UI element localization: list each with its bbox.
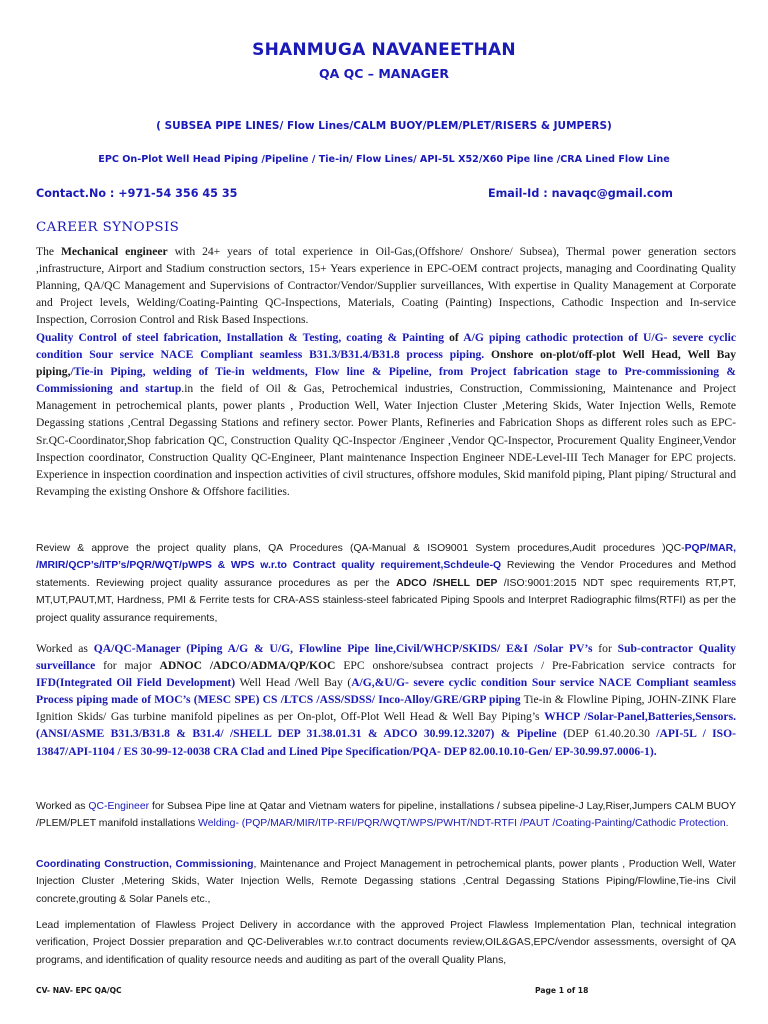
worked-as-qc-engineer-paragraph: Worked as QC-Engineer for Subsea Pipe line at Qatar and Vietnam waters for pipeline, installations / subsea pipeline-J Lay,Riser,Jumpers CALM BUOY /PLEM/PLET manifold installations Welding- (PQP/MAR/MIR/ITP-RFI/PQR/WQT/WPS/PWHT/NDT-RTFI /PAUT /Coating-Painting/Cathodic Protection. [36,801,736,830]
candidate-name: SHANMUGA NAVANEETHAN [252,40,516,60]
career-synopsis-heading: CAREER SYNOPSIS [36,220,180,235]
review-paragraph: Review & approve the project quality plans, QA Procedures (QA-Manual & ISO9001 System procedures,Audit procedures )QC-PQP/MAR, /MRIR/QCP’s/ITP’s/PQR/WQT/pWPS & WPS w.r.to Contract quality requirement,Schdeule-Q Reviewing the Vendor Procedures and Method statements. Reviewing project quality assurance procedures as per the ADCO /SHELL DEP /ISO:9001:2015 NDT spec requirements RT,PT, MT,UT,PAUT,MT, Hardness, PMI & Ferrite tests for CRA-ASS stainless-steel fabricated Piping Spools and Interpret Radiographic films(RTFI) as per the project quality assurance requirements, [36,543,737,624]
contact-number: Contact.No : +971-54 356 45 35 [36,187,238,200]
scope-line: ( SUBSEA PIPE LINES/ Flow Lines/CALM BUOY/PLEM/PLET/RISERS & JUMPERS) [156,120,612,132]
synopsis-paragraph: The Mechanical engineer with 24+ years of total experience in Oil-Gas,(Offshore/ Onshore/ Subsea), Thermal power generation sectors ,infrastructure, Airport and Stadium construction sectors, 15+ Years experience in EPC-OEM contract projects, managing and Coordinating Quality Planning, QA/QC Management and Supervisions of Contractor/Vendor/Supplier surveillances, With expertise in Quality Management at Corporate and Project levels, Welding/Coating-Painting QC-Inspections, Materials, Coating (Painting) Inspections, Cathodic Inspection and In-service Inspection, Corrosion Control and Risk Based Inspections. [36,245,736,327]
quality-control-paragraph: Quality Control of steel fabrication, Installation & Testing, coating & Painting of A/G piping cathodic protection of U/G- severe cyclic condition Sour service NACE Compliant seamless B31.3/B31.4/B31.8 process piping. Onshore on-plot/off-plot Well Head, Well Bay piping,/Tie-in Piping, welding of Tie-in weldments, Flow line & Pipeline, from Project fabrication stage to Pre-commissioning & Commissioning and startup.in the field of Oil & Gas, Petrochemical industries, Construction, Commissioning, Maintenance and Project Management in petrochemical plants, power plants , Production Well, Water Injection Cluster ,Metering Skids, Water Injection Wells, Remote Degassing stations ,Central Degassing Stations and refinery sector. Power Plants, Refineries and Fabrication Shops as different roles such as EPC-Sr.QC-Coordinator,Shop fabrication QC, Construction Quality QC-Inspector /Engineer ,Vendor QC-Inspector, Procurement Quality Engineer,Vendor Inspection coordinator, Construction Quality QC-Engineer, Plant maintenance Inspection Engineer NDE-Level-III Tech Manager for EPC projects. Experience in inspection coordination and inspection activities of civil structures, offshore modules, Skid manifold piping, Plant piping/ Structural and Revamping the existing Onshore & Offshore facilities. [36,331,737,498]
candidate-role: QA QC – MANAGER [318,66,450,81]
footer-page-number: Page 1 of 18 [535,986,589,995]
email-id: Email-Id : navaqc@gmail.com [488,187,673,200]
lead-implementation-paragraph: Lead implementation of Flawless Project Delivery in accordance with the approved Project Flawless Implementation Plan, technical integration verification, Project Dossier preparation and QC-Deliverables w.r.to contract documents review,OIL&GAS,EPC/vendor assessments, oversight of QA programs, and identification of quality resource needs and auditing as part of the overall Quality Plans, [36,920,736,966]
worked-as-manager-paragraph: Worked as QA/QC-Manager (Piping A/G & U/G, Flowline Pipe line,Civil/WHCP/SKIDS/ E&I /Solar PV’s for Sub-contractor Quality surveillance for major ADNOC /ADCO/ADMA/QP/KOC EPC onshore/subsea contract projects / Pre-Fabrication service contracts for IFD(Integrated Oil Field Development) Well Head /Well Bay (A/G,&U/G- severe cyclic condition Sour service NACE Compliant seamless Process piping made of MOC’s (MESC SPE) CS /LTCS /ASS/SDSS/ Inco-Alloy/GRE/GRP piping Tie-in & Flowline Piping, JOHN-ZINK Flare Ignition Skids/ Gas turbine manifold pipelines as per On-plot, Off-Plot Well Head & Well Bay Piping’s WHCP /Solar-Panel,Batteries,Sensors. (ANSI/ASME B31.3/B31.8 & B31.4/ /SHELL DEP 31.38.01.31 & ADCO 30.99.12.3207) & Pipeline (DEP 61.40.20.30 /API-5L / ISO-13847/API-1104 / ES 30-99-12-0038 CRA Clad and Lined Pipe Specification/PQA- DEP 82.00.10.10-Gen/ EP-30.99.97.0006-1). [36,642,737,758]
footer-document-id: CV- NAV- EPC QA/QC [36,986,122,995]
coordinating-paragraph: Coordinating Construction, Commissioning, Maintenance and Project Management in petrochemical plants, power plants , Production Well, Water Injection Cluster ,Metering Skids, Water Injection Wells, Remote Degassing stations ,Central Degassing Stations Piping/Flowline,Tie-ins Civil concrete,grouting & Solar Panels etc., [36,859,736,905]
epc-line: EPC On-Plot Well Head Piping /Pipeline / Tie-in/ Flow Lines/ API-5L X52/X60 Pipe line /CRA Lined Flow Line [98,154,670,165]
